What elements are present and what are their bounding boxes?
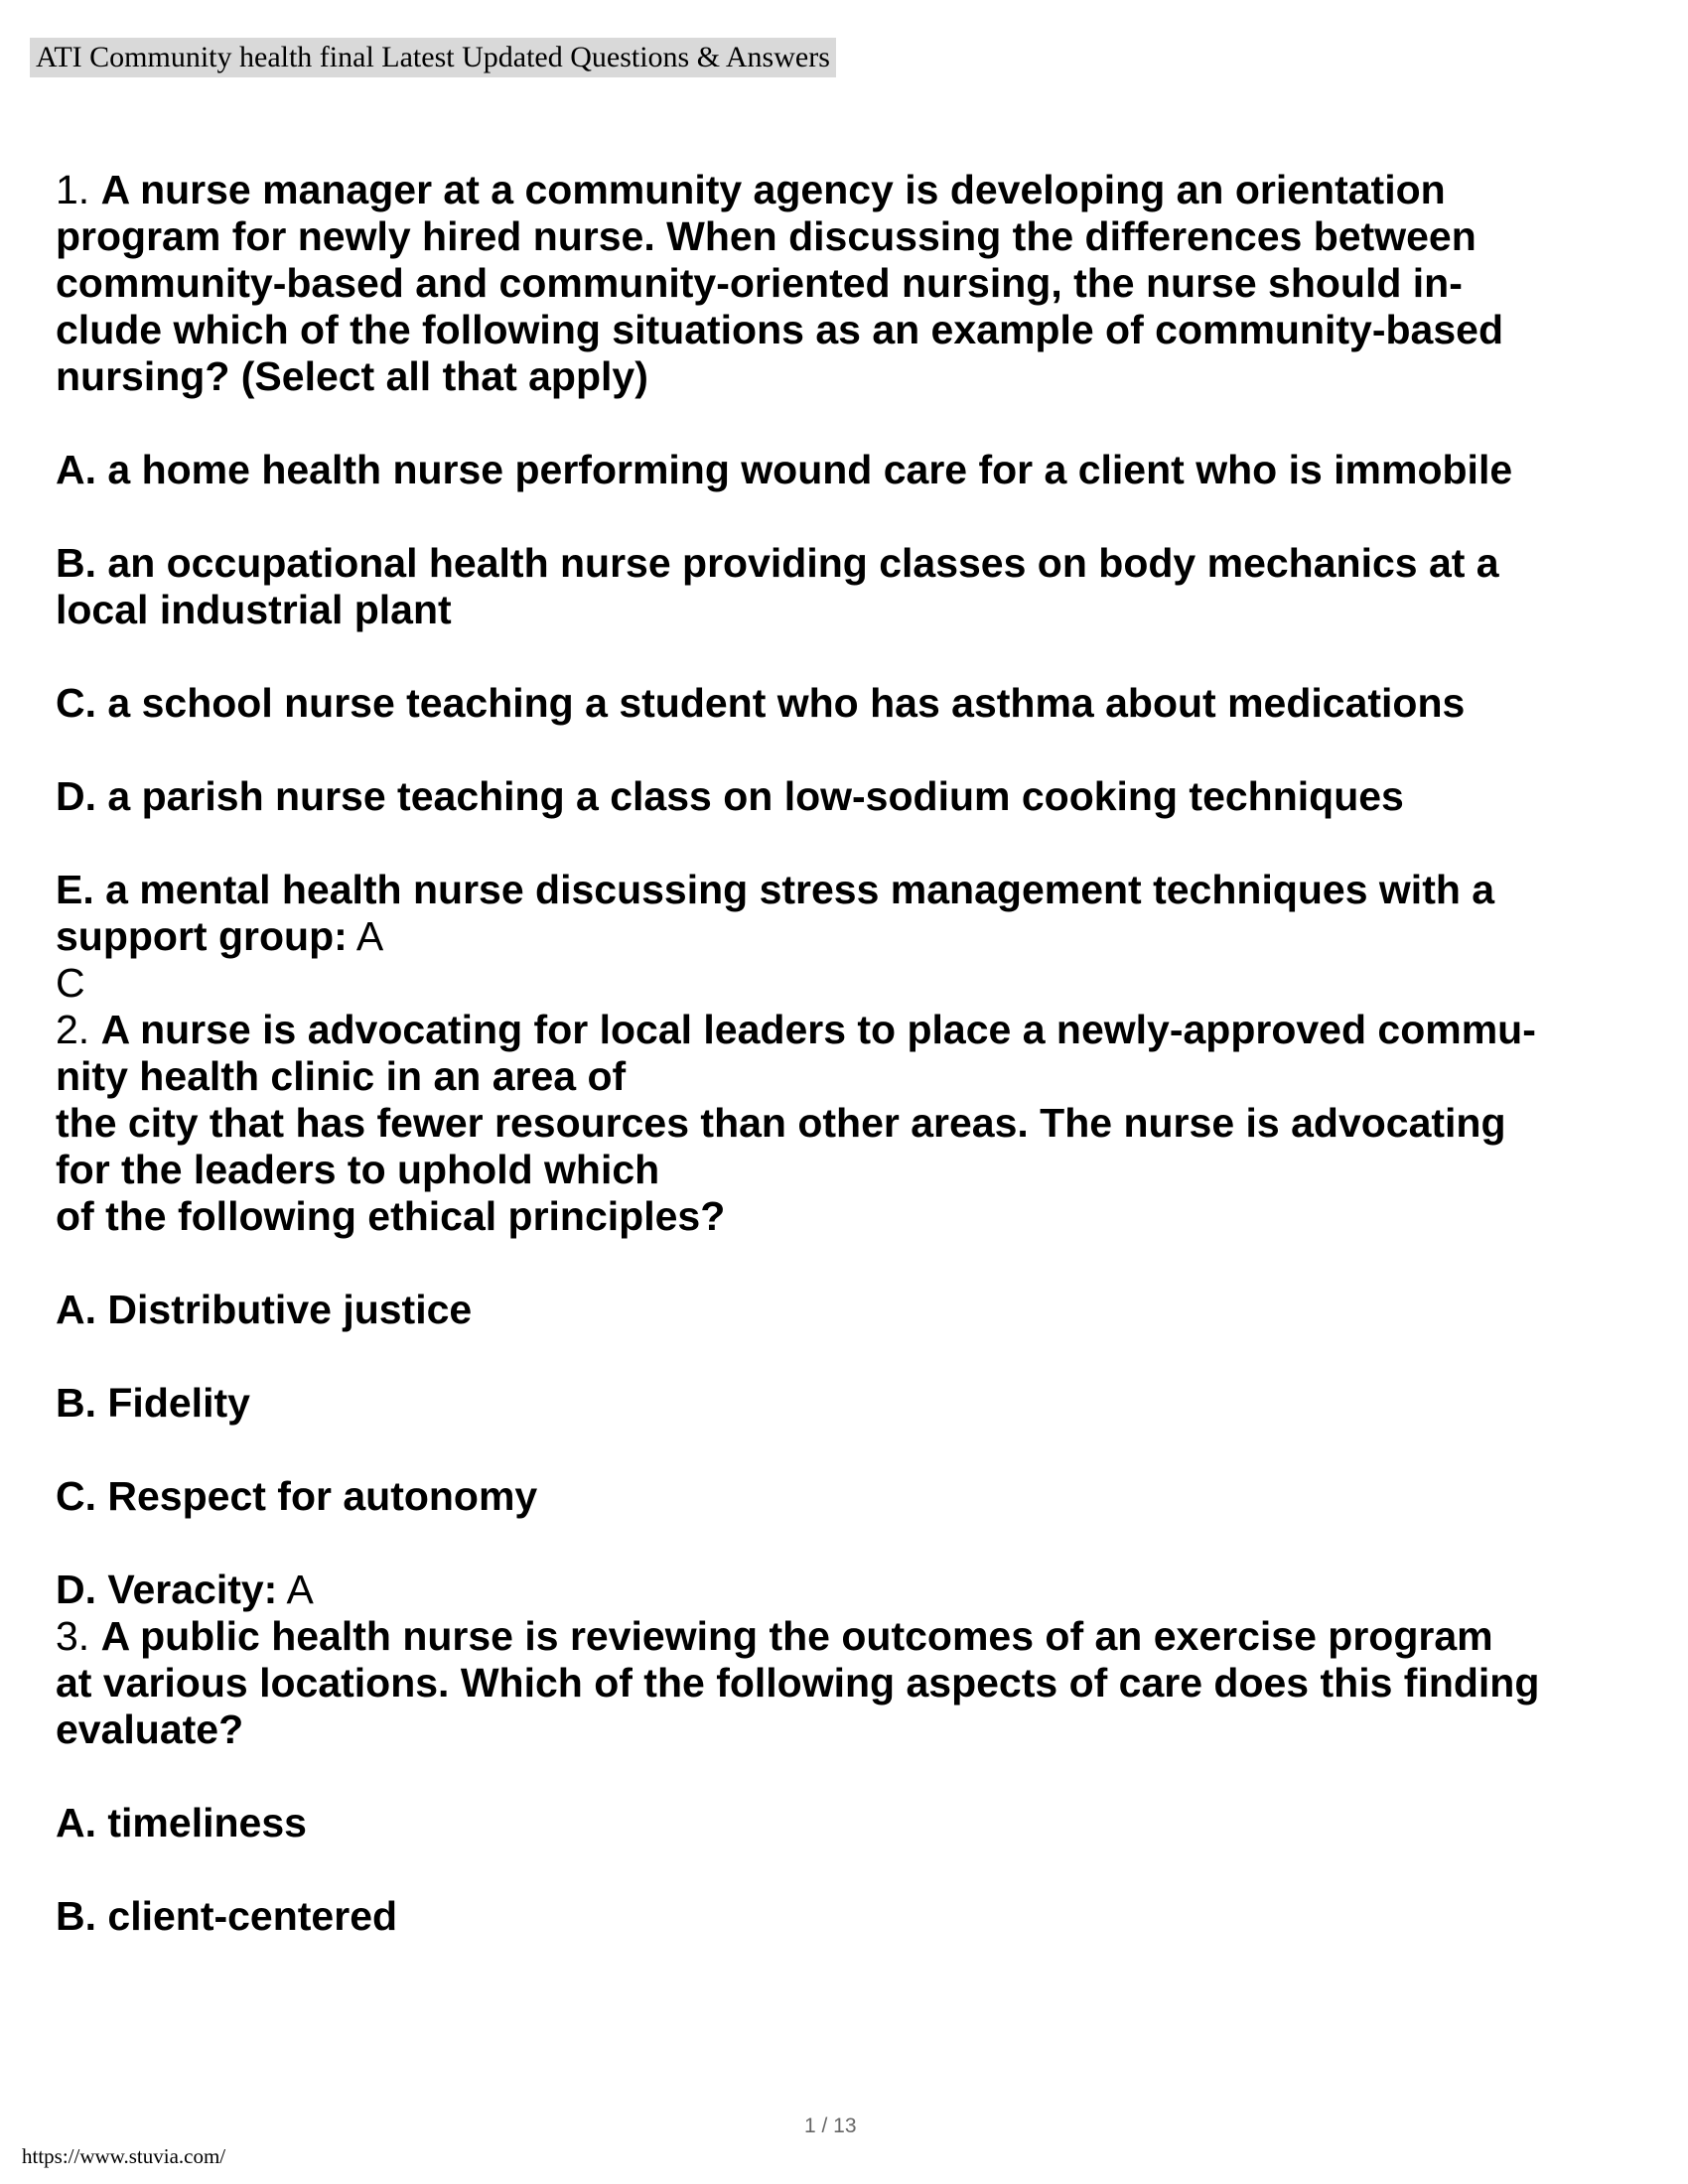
question-1 <box>56 167 1644 1007</box>
option-b <box>56 540 1644 633</box>
option-text: B. Fidelity <box>56 1380 250 1426</box>
document-content <box>56 167 1644 1940</box>
question-stem <box>56 1613 1644 1753</box>
option-a <box>56 1800 1644 1846</box>
option-d <box>56 773 1644 820</box>
option-b <box>56 1380 1644 1427</box>
option-text: support group: <box>56 913 348 959</box>
answer: A <box>286 1567 314 1612</box>
stem-line: A nurse is advocating for local leaders to place a newly-approved commu- <box>100 1007 1536 1052</box>
stem-line: evaluate? <box>56 1706 244 1752</box>
option-text: A. timeliness <box>56 1800 307 1845</box>
question-number: 3. <box>56 1613 90 1659</box>
stem-line: A nurse manager at a community agency is developing an orientation <box>100 167 1446 212</box>
option-text: C. Respect for autonomy <box>56 1473 538 1519</box>
stem-line: community-based and community-oriented nursing, the nurse should in- <box>56 260 1463 306</box>
option-text: C. a school nurse teaching a student who has asthma about medications <box>56 680 1466 726</box>
option-text: A. Distributive justice <box>56 1287 473 1332</box>
question-2 <box>56 1007 1644 1613</box>
option-text: D. a parish nurse teaching a class on low-sodium cooking techniques <box>56 773 1404 819</box>
stem-line: clude which of the following situations as an example of community-based <box>56 307 1503 352</box>
question-3 <box>56 1613 1644 1940</box>
page-number: 1 / 13 <box>804 2115 857 2137</box>
option-c <box>56 680 1644 727</box>
option-text: B. an occupational health nurse providing classes on body mechanics at a <box>56 540 1499 586</box>
option-c <box>56 1473 1644 1520</box>
footer-url[interactable]: https://www.stuvia.com/ <box>22 2144 226 2168</box>
option-text: A. a home health nurse performing wound care for a client who is immobile <box>56 447 1513 492</box>
option-d <box>56 1567 1644 1613</box>
option-text: E. a mental health nurse discussing stress management techniques with a <box>56 867 1495 912</box>
stem-line: of the following ethical principles? <box>56 1193 726 1239</box>
option-text: local industrial plant <box>56 587 452 632</box>
option-e <box>56 867 1644 1007</box>
question-stem <box>56 167 1644 400</box>
document-header: ATI Community health final Latest Updated Questions & Answers <box>30 38 836 77</box>
stem-line: the city that has fewer resources than other areas. The nurse is advocating <box>56 1100 1506 1146</box>
stem-line: nity health clinic in an area of <box>56 1053 627 1099</box>
stem-line: program for newly hired nurse. When discussing the differences between <box>56 213 1477 259</box>
question-number: 1. <box>56 167 90 212</box>
question-number: 2. <box>56 1007 90 1052</box>
answer: A <box>355 913 384 959</box>
option-b <box>56 1893 1644 1940</box>
option-text: B. client-centered <box>56 1893 398 1939</box>
answer-extra: C <box>56 960 85 1006</box>
stem-line: for the leaders to uphold which <box>56 1147 660 1192</box>
option-a <box>56 447 1644 493</box>
stem-line: at various locations. Which of the following aspects of care does this finding <box>56 1660 1540 1706</box>
stem-line: A public health nurse is reviewing the outcomes of an exercise program <box>100 1613 1493 1659</box>
stem-line: nursing? (Select all that apply) <box>56 353 648 399</box>
option-a <box>56 1287 1644 1333</box>
question-stem <box>56 1007 1644 1240</box>
option-text: D. Veracity: <box>56 1567 278 1612</box>
